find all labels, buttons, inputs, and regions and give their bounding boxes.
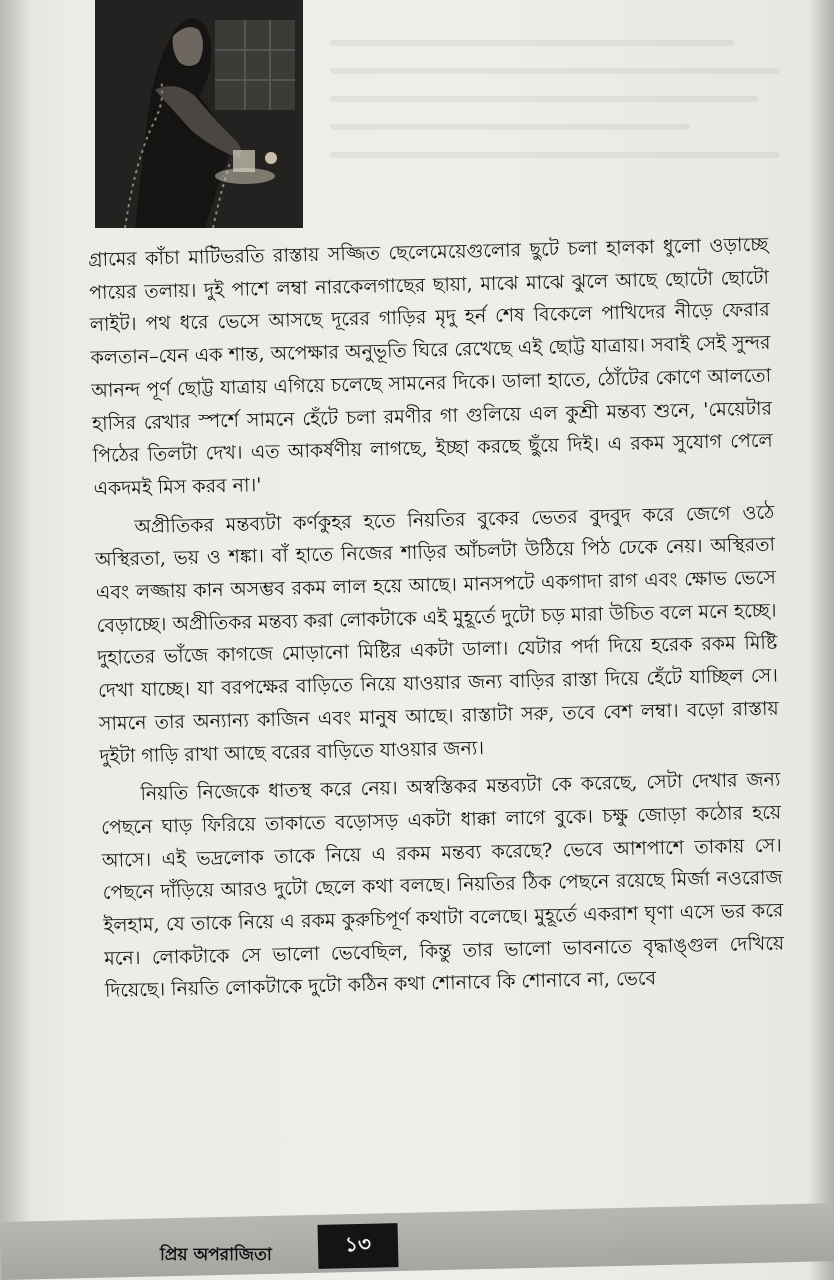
paragraph-2: অপ্রীতিকর মন্তব্যটা কর্ণকুহর হতে নিয়তির বুকের ভেতর বুদবুদ করে জেগে ওঠে অস্থিরতা, ভয় ও শঙ্কা। বাঁ হাতে নিজের শাড়ির আঁচলটা উঠিয়ে পিঠ ঢেকে নেয়। অস্থিরতা এবং লজ্জায় কান অসম্ভব রকম লাল হয়ে আছে। মানসপটে একগাদা রাগ এবং ক্ষোভ ভেসে বেড়াচ্ছে। অপ্রীতিকর মন্তব্য করা লোকটাকে এই মুহূর্তে দুটো চড় মারা উচিত বলে মনে হচ্ছে। দুহাতের ভাঁজে কাগজে মোড়ানো মিষ্টির একটা ডালা। যেটার পর্দা দিয়ে হরেক রকম মিষ্টি দেখা যাচ্ছে। যা বরপক্ষের বাড়িতে নিয়ে যাওয়ার জন্য বাড়ির রাস্তা দিয়ে হেঁটে যাচ্ছিল সে। সামনে তার অন্যান্য কাজিন এবং মানুষ আছে। রাস্তাটা সরু, তবে বেশ লম্বা। বড়ো রাস্তায় দুইটা গাড়ি রাখা আছে বরের বাড়িতে যাওয়ার জন্য। [94, 501, 779, 768]
page-edge-shadow [808, 0, 834, 1280]
paragraph-3: নিয়তি নিজেকে ধাতস্থ করে নেয়। অস্বস্তিকর মন্তব্যটা কে করেছে, সেটা দেখার জন্য পেছনে ঘাড় ফিরিয়ে তাকাতে বড়োসড় একটা ধাক্কা লাগে বুকে। চক্ষু জোড়া কঠোর হয়ে আসে। এই ভদ্রলোক তাকে নিয়ে এ রকম মন্তব্য করেছে? ভেবে আশপাশে তাকায় সে। পেছনে দাঁড়িয়ে আরও দুটো ছেলে কথা বলছে। নিয়তির ঠিক পেছনে রয়েছে মির্জা নওরোজ ইলহাম, যে তাকে নিয়ে এ রকম কুরুচিপূর্ণ কথাটা বলেছে। মুহূর্তে একরাশ ঘৃণা এসে ভর করে মনে। লোকটাকে সে ভালো ভেবেছিল, কিন্তু তার ভালো ভাবনাতে বৃদ্ধাঙ্গুল দেখিয়ে দিয়েছে। নিয়তি লোকটাকে দুটো কঠিন কথা শোনাবে কি শোনাবে না, ভেবে [100, 768, 785, 1003]
body-text [88, 229, 785, 1014]
chapter-illustration [95, 0, 303, 228]
paragraph-1: গ্রামের কাঁচা মাটিভরতি রাস্তায় সজ্জিত ছেলেমেয়েগুলোর ছুটে চলা হালকা ধুলো ওড়াচ্ছে পায়ের তলায়। দুই পাশে লম্বা নারকেলগাছের ছায়া, মাঝে মাঝে ঝুলে আছে ছোটো ছোটো লাইট। পথ ধরে ভেসে আসছে দূরের গাড়ির মৃদু হর্ন শেষ বিকেলে পাখিদের নীড়ে ফেরার কলতান–যেন এক শান্ত, অপেক্ষার অনুভূতি ঘিরে রেখেছে এই ছোট্ট যাত্রায়। সবাই সেই সুন্দর আনন্দ পূর্ণ ছোট্ট যাত্রায় এগিয়ে চলেছে সামনের দিকে। ডালা হাতে, ঠোঁটের কোণে আলতো হাসির রেখার স্পর্শে সামনে হেঁটে চলা রমণীর গা গুলিয়ে এল কুশ্রী মন্তব্য শুনে, 'মেয়েটার পিঠের তিলটা দেখ। এত আকর্ষণীয় লাগছে, ইচ্ছা করছে ছুঁয়ে দিই। এ রকম সুযোগ পেলে একদমই মিস করব না।' [88, 233, 773, 500]
page-number: ১৩ [318, 1223, 399, 1269]
illustration-artwork [95, 0, 303, 228]
spine-shadow [0, 0, 30, 1280]
footer-book-title: প্রিয় অপরাজিতা [160, 1245, 272, 1265]
bleed-through-text [330, 40, 780, 190]
